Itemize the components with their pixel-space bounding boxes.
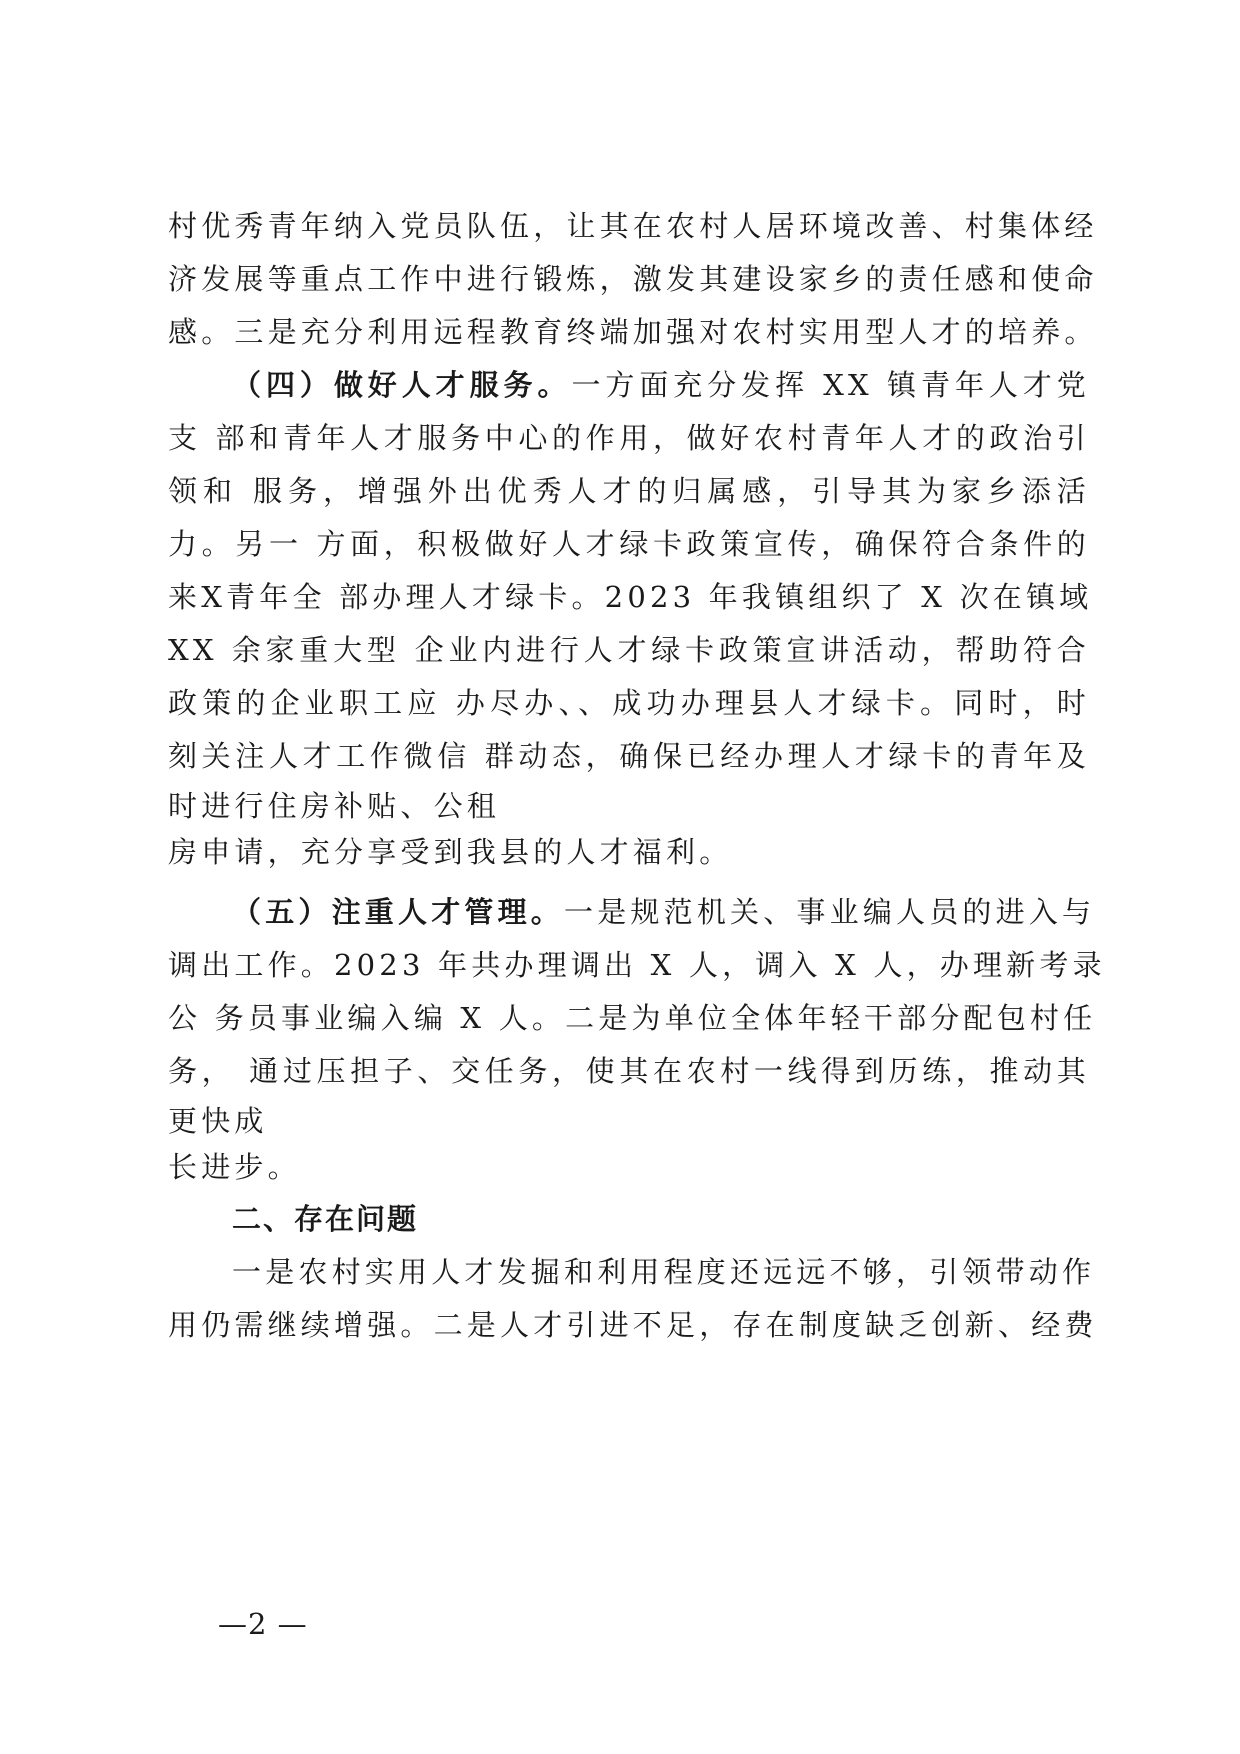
paragraph-line: XX 余家重大型 企业内进行人才绿卡政策宣讲活动，帮助符合 xyxy=(168,633,1090,667)
paragraph-line: 公 务员事业编入编 X 人。二是为单位全体年轻干部分配包村任 xyxy=(168,1001,1097,1035)
paragraph-line: 调出工作。2023 年共办理调出 X 人，调入 X 人，办理新考录 xyxy=(168,948,1106,982)
paragraph-line: 刻关注人才工作微信 群动态，确保已经办理人才绿卡的青年及 xyxy=(168,739,1090,773)
paragraph-line: 济发展等重点工作中进行锻炼，激发其建设家乡的责任感和使命 xyxy=(168,262,1098,296)
paragraph-line: 房申请，充分享受到我县的人才福利。 xyxy=(168,835,733,869)
page-number: —2 — xyxy=(218,1607,308,1641)
section-5-first-line xyxy=(232,892,1096,932)
section-4-heading: （四）做好人才服务。 xyxy=(232,368,572,402)
paragraph-line: 村优秀青年纳入党员队伍，让其在农村人居环境改善、村集体经 xyxy=(168,209,1098,243)
section-5-heading: （五）注重人才管理。 xyxy=(232,895,565,929)
paragraph-line: 用仍需继续增强。二是人才引进不足，存在制度缺乏创新、经费 xyxy=(168,1308,1098,1342)
paragraph-line: 长进步。 xyxy=(168,1150,301,1184)
paragraph-line: 务， 通过压担子、交任务，使其在农村一线得到历练，推动其 xyxy=(168,1054,1090,1088)
paragraph-line: 支 部和青年人才服务中心的作用，做好农村青年人才的政治引 xyxy=(168,421,1090,455)
paragraph-line: 更快成 xyxy=(168,1104,268,1138)
section-2-title: 二、存在问题 xyxy=(232,1202,419,1236)
paragraph-line: 领和 服务，增强外出优秀人才的归属感，引导其为家乡添活 xyxy=(168,474,1090,508)
paragraph-line: 来X青年全 部办理人才绿卡。2023 年我镇组织了 X 次在镇域 xyxy=(168,580,1093,614)
section-4-text: 一方面充分发挥 XX 镇青年人才党 xyxy=(571,368,1090,402)
paragraph-line: 时进行住房补贴、公租 xyxy=(168,789,501,823)
paragraph-line: 政策的企业职工应 办尽办、、成功办理县人才绿卡。同时，时 xyxy=(168,686,1090,720)
paragraph-line: 力。另一 方面，积极做好人才绿卡政策宣传，确保符合条件的 xyxy=(168,527,1090,561)
paragraph-line: 一是农村实用人才发掘和利用程度还远远不够，引领带动作 xyxy=(232,1255,1096,1289)
paragraph-line: 感。三是充分利用远程教育终端加强对农村实用型人才的培养。 xyxy=(168,315,1098,349)
section-4-first-line xyxy=(232,365,1090,405)
section-5-text: 一是规范机关、事业编人员的进入与 xyxy=(564,895,1096,929)
